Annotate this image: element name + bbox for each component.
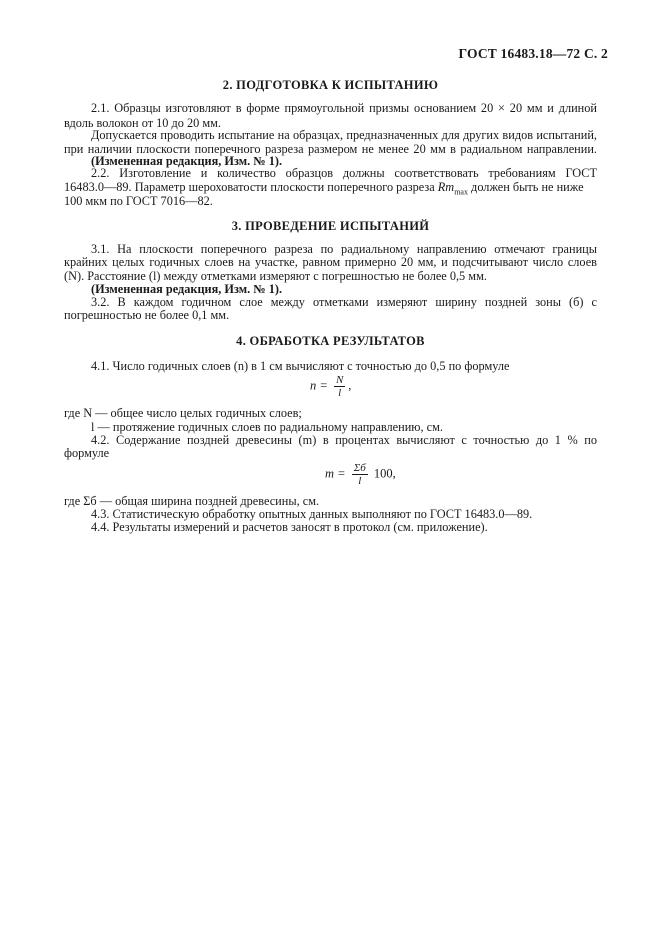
- para-2-2-line-2-end: должен быть не ниже: [467, 180, 584, 194]
- where-sigma-b: где Σб — общая ширина поздней древесины, см.: [64, 494, 320, 508]
- para-2-1-cont-line-2: при наличии плоскости поперечного разреза размером не менее 20 мм в радиальном направлении.: [64, 142, 597, 156]
- para-4-1: 4.1. Число годичных слоев (n) в 1 см вычисляют с точностью до 0,5 по формуле: [91, 359, 510, 373]
- formula-m-lhs: m =: [325, 466, 346, 481]
- formula-n-denominator: l: [338, 387, 342, 399]
- section-2-title: 2. ПОДГОТОВКА К ИСПЫТАНИЮ: [222, 78, 439, 92]
- where-l: l — протяжение годичных слоев по радиальному направлению, см.: [91, 420, 443, 434]
- para-2-1-line-2: вдоль волокон от 10 до 20 мм.: [64, 116, 222, 130]
- formula-m-numerator: Σб: [353, 462, 366, 474]
- para-3-1-line-3: (N). Расстояние (l) между отметками измеряют с погрешностью не более 0,5 мм.: [64, 269, 487, 283]
- para-2-1-cont-line-1: Допускается проводить испытание на образцах, предназначенных для других видов испытаний,: [91, 128, 597, 142]
- edit-note-section-2: (Измененная редакция, Изм. № 1).: [91, 154, 283, 168]
- para-4-2-line-1: 4.2. Содержание поздней древесины (m) в процентах вычисляют с точностью до 1 % по: [91, 433, 597, 447]
- roughness-sub: max: [454, 187, 468, 197]
- where-N: где N — общее число целых годичных слоев;: [64, 406, 302, 420]
- edit-note-section-3: (Измененная редакция, Изм. № 1).: [91, 282, 283, 296]
- formula-n-tail: ,: [348, 378, 352, 393]
- para-4-3: 4.3. Статистическую обработку опытных данных выполняют по ГОСТ 16483.0—89.: [91, 507, 533, 521]
- para-4-2-line-2: формуле: [64, 446, 110, 460]
- para-2-1-line-1: 2.1. Образцы изготовляют в форме прямоугольной призмы основанием 20 × 20 мм и длиной: [91, 101, 597, 115]
- para-3-2-line-2: погрешностью не более 0,1 мм.: [64, 308, 230, 322]
- para-2-2-line-2-start: 16483.0—89. Параметр шероховатости плоскости поперечного разреза: [64, 180, 438, 194]
- para-3-1-line-1: 3.1. На плоскости поперечного разреза по радиальному направлению отмечают границы: [91, 242, 597, 256]
- formula-m: [325, 462, 396, 487]
- section-4-title: 4. ОБРАБОТКА РЕЗУЛЬТАТОВ: [236, 334, 425, 348]
- para-2-2-line-1: 2.2. Изготовление и количество образцов должны соответствовать требованиям ГОСТ: [91, 166, 597, 180]
- formula-n: [310, 374, 351, 399]
- formula-m-tail: 100,: [373, 466, 396, 481]
- para-2-2-line-3: 100 мкм по ГОСТ 7016—82.: [64, 194, 213, 208]
- para-3-1-line-2: крайних целых годичных слоев на участке, равном примерно 20 мм, и подсчитывают число слоев: [64, 255, 597, 269]
- formula-n-numerator: N: [335, 374, 344, 386]
- formula-m-denominator: l: [358, 475, 362, 487]
- formula-m-fraction: [352, 462, 368, 487]
- formula-n-lhs: n =: [310, 378, 328, 393]
- formula-n-fraction: [334, 374, 345, 399]
- page-header: ГОСТ 16483.18—72 С. 2: [458, 46, 608, 61]
- para-3-2-line-1: 3.2. В каждом годичном слое между отметками измеряют ширину поздней зоны (б) с: [91, 295, 597, 309]
- section-3-title: 3. ПРОВЕДЕНИЕ ИСПЫТАНИЙ: [231, 219, 430, 233]
- para-4-4: 4.4. Результаты измерений и расчетов заносят в протокол (см. приложение).: [91, 520, 488, 534]
- roughness-var: Rm: [437, 180, 455, 194]
